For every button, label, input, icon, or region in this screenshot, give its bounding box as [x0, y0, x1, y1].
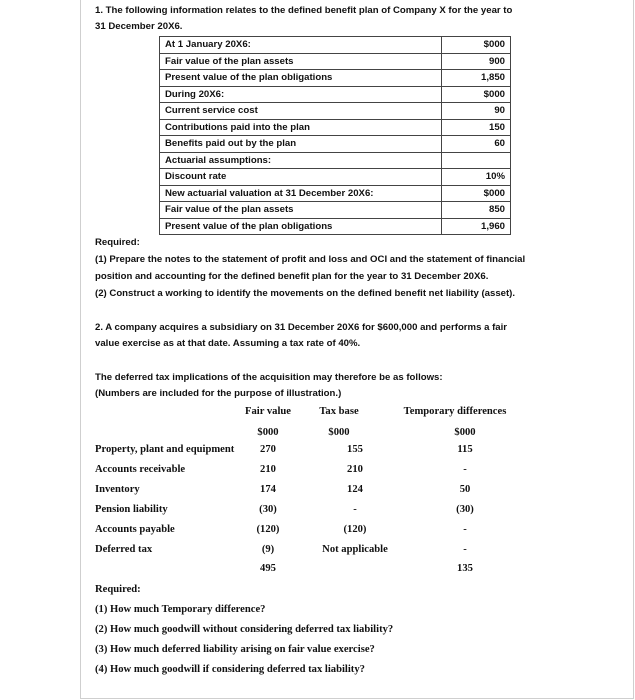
plan-info-label: Fair value of the plan assets	[160, 202, 442, 219]
deferred-row-label: Accounts receivable	[95, 464, 186, 475]
plan-info-label: Benefits paid out by the plan	[160, 136, 442, 153]
plan-info-row	[160, 103, 511, 120]
deferred-row-fair-value: (9)	[261, 544, 275, 555]
q1-intro-line2: 31 December 20X6.	[95, 21, 183, 32]
unit-temporary-differences: $000	[454, 427, 476, 438]
q1-req2: (2) Construct a working to identify the movements on the defined benefit net liability (asset).	[95, 288, 516, 299]
deferred-row-tax-base: 210	[347, 464, 363, 475]
q2-question-2: (2) How much goodwill without considering deferred tax liability?	[95, 624, 394, 635]
plan-info-value: $000	[442, 185, 511, 202]
q2-required-label: Required:	[95, 584, 141, 595]
header-fair-value: Fair value	[244, 406, 291, 417]
plan-info-row	[160, 119, 511, 136]
plan-info-label: Current service cost	[160, 103, 442, 120]
deferred-row-fair-value: 270	[260, 444, 276, 455]
q2-question-4: (4) How much goodwill if considering deferred tax liability?	[95, 664, 365, 675]
plan-info-label: New actuarial valuation at 31 December 20X6:	[160, 185, 442, 202]
plan-info-row	[160, 202, 511, 219]
plan-info-label: Discount rate	[160, 169, 442, 186]
q2-question-3: (3) How much deferred liability arising on fair value exercise?	[95, 644, 375, 655]
deferred-row-temp-diff: -	[463, 464, 467, 475]
plan-info-value: $000	[442, 86, 511, 103]
deferred-row-temp-diff: 50	[459, 484, 471, 495]
q1-required-label: Required:	[95, 237, 140, 248]
deferred-row-label: Deferred tax	[95, 544, 153, 555]
deferred-row-temp-diff: 115	[457, 444, 473, 455]
plan-info-label: Present value of the plan obligations	[160, 218, 442, 235]
q1-req1-line1: (1) Prepare the notes to the statement of profit and loss and OCI and the statement of financial	[95, 254, 526, 265]
deferred-row-temp-diff: (30)	[456, 504, 474, 515]
plan-info-value: 1,850	[442, 70, 511, 87]
plan-info-label: Contributions paid into the plan	[160, 119, 442, 136]
deferred-row-tax-base: -	[353, 504, 357, 515]
plan-info-value: 900	[442, 53, 511, 70]
plan-info-label: Fair value of the plan assets	[160, 53, 442, 70]
deferred-row-fair-value: 210	[260, 464, 276, 475]
q1-intro-line1: 1. The following information relates to the defined benefit plan of Company X for the year to	[95, 5, 513, 16]
plan-info-row	[160, 185, 511, 202]
total-temporary-differences: 135	[457, 563, 473, 574]
plan-info-row	[160, 70, 511, 87]
plan-info-label: During 20X6:	[160, 86, 442, 103]
plan-info-value: 90	[442, 103, 511, 120]
header-temporary-differences: Temporary differences	[403, 406, 507, 417]
plan-info-value: 10%	[442, 169, 511, 186]
unit-tax-base: $000	[328, 427, 350, 438]
q2-line1: 2. A company acquires a subsidiary on 31 December 20X6 for $600,000 and performs a fair	[95, 322, 508, 333]
plan-info-row	[160, 169, 511, 186]
plan-info-label: Actuarial assumptions:	[160, 152, 442, 169]
plan-info-label: Present value of the plan obligations	[160, 70, 442, 87]
unit-fair-value: $000	[257, 427, 279, 438]
plan-info-row	[160, 152, 511, 169]
deferred-row-label: Pension liability	[95, 504, 168, 515]
plan-info-value: 1,960	[442, 218, 511, 235]
plan-info-row	[160, 86, 511, 103]
plan-info-label: At 1 January 20X6:	[160, 37, 442, 54]
plan-info-value: 60	[442, 136, 511, 153]
q1-req1-line2: position and accounting for the defined benefit plan for the year to 31 December 20X6.	[95, 271, 489, 282]
plan-info-value: 150	[442, 119, 511, 136]
plan-info-value: $000	[442, 37, 511, 54]
deferred-row-label: Property, plant and equipment	[95, 444, 235, 455]
deferred-row-temp-diff: -	[463, 524, 467, 535]
deferred-row-label: Inventory	[95, 484, 140, 495]
plan-info-row	[160, 136, 511, 153]
plan-info-value	[442, 152, 511, 169]
deferred-row-temp-diff: -	[463, 544, 467, 555]
deferred-row-tax-base: 124	[347, 484, 363, 495]
deferred-tax-line1: The deferred tax implications of the acquisition may therefore be as follows:	[95, 372, 443, 383]
q2-question-1: (1) How much Temporary difference?	[95, 604, 266, 615]
plan-info-table	[159, 36, 511, 235]
plan-info-row	[160, 37, 511, 54]
deferred-row-label: Accounts payable	[95, 524, 175, 535]
deferred-row-tax-base: (120)	[343, 524, 367, 535]
deferred-row-tax-base: Not applicable	[322, 544, 388, 555]
plan-info-row	[160, 218, 511, 235]
deferred-row-fair-value: (120)	[256, 524, 280, 535]
deferred-row-fair-value: (30)	[259, 504, 277, 515]
plan-info-value: 850	[442, 202, 511, 219]
header-tax-base: Tax base	[319, 406, 359, 417]
deferred-tax-line2: (Numbers are included for the purpose of illustration.)	[95, 388, 342, 399]
deferred-row-fair-value: 174	[260, 484, 276, 495]
deferred-row-tax-base: 155	[347, 444, 363, 455]
q2-line2: value exercise as at that date. Assuming a tax rate of 40%.	[95, 338, 361, 349]
total-fair-value: 495	[260, 563, 276, 574]
plan-info-row	[160, 53, 511, 70]
